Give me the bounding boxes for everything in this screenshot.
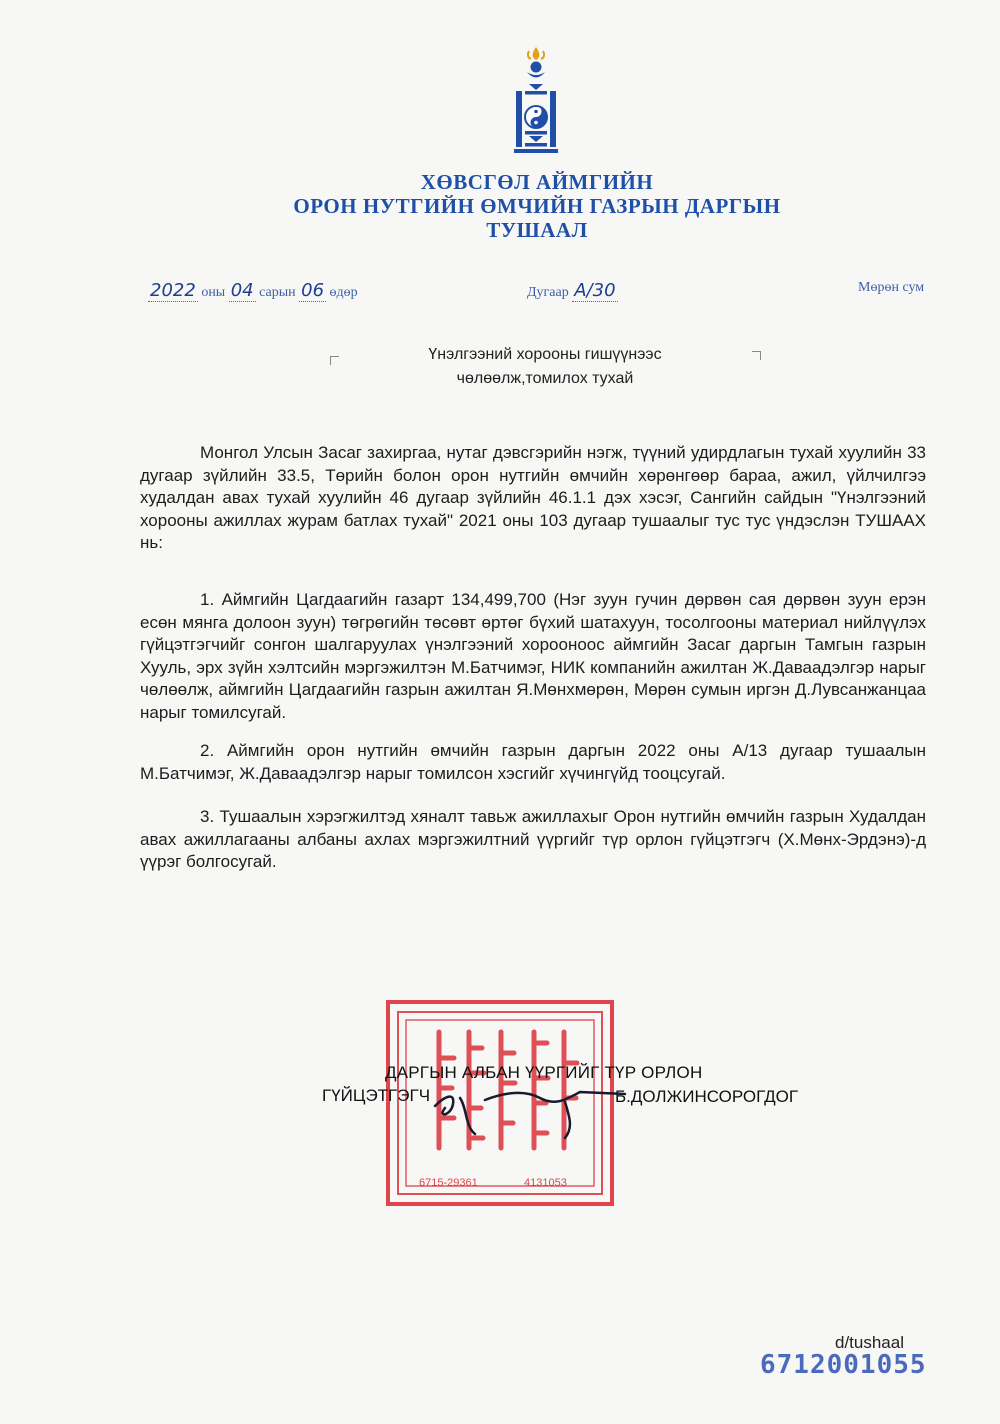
date-day-label: өдөр	[329, 285, 358, 300]
header-title: ТУШААЛ	[486, 218, 588, 242]
subject-line-1: Үнэлгээний хорооны гишүүнээс	[428, 346, 662, 363]
intro-paragraph: Монгол Улсын Засаг захиргаа, нутаг дэвсгэрийн нэгж, түүний удирдлагын тухай хуулийн 33 дугаар зүйлийн 33.5, Төрийн болон орон нутгийн өмчийн хөрөнгөөр бараа, ажил, үйлчилгээ худалдан авах тухай хуулийн 46 дугаар зүйлийн 46.1.1 дэх хэсэг, Сангийн сайдын "Үнэлгээний хорооны ажиллах журам батлах тухай" 2021 оны 103 дугаар тушаалыг тус тус үндэслэн ТУШААХ нь:	[140, 443, 926, 552]
place-label: Мөрөн сум	[858, 280, 925, 295]
signatory-role: ГҮЙЦЭТГЭГЧ	[322, 1086, 431, 1105]
stamp-number-left: 6715-29361	[419, 1177, 478, 1189]
order-number-field	[527, 280, 618, 302]
date-month-label: сарын	[259, 285, 296, 300]
order-number: А/30	[574, 280, 616, 301]
number-label: Дугаар	[527, 285, 569, 300]
date-year-label: оны	[201, 285, 226, 300]
document-number: 6712001055	[760, 1350, 927, 1380]
soyombo-emblem-icon	[505, 45, 567, 157]
header-line-1: ХӨВСГӨЛ АЙМГИЙН	[420, 170, 654, 194]
file-reference: d/tushaal	[835, 1333, 904, 1352]
handwritten-signature	[415, 1078, 630, 1140]
stamp-number-right: 4131053	[524, 1177, 567, 1189]
date-day: 06	[301, 280, 325, 301]
date-field	[148, 280, 358, 302]
date-month: 04	[230, 280, 254, 301]
subject-line-2: чөлөөлж,томилох тухай	[456, 370, 634, 387]
order-item-3: 3. Тушаалын хэрэгжилтэд хяналт тавьж ажиллахыг Орон нутгийн өмчийн газрын Худалдан авах ажиллагааны албаны ахлах мэргэжилтний үүргийг түр орлон гүйцэтгэгч (Х.Мөнх-Эрдэнэ)-д үүрэг болгосугай.	[140, 807, 926, 871]
header-line-2: ОРОН НУТГИЙН ӨМЧИЙН ГАЗРЫН ДАРГЫН	[293, 194, 781, 218]
date-year: 2022	[150, 280, 196, 301]
signatory-name: Б.ДОЛЖИНСОРОГДОГ	[615, 1087, 799, 1106]
subject	[330, 343, 760, 391]
order-item-2: 2. Аймгийн орон нутгийн өмчийн газрын даргын 2022 оны А/13 дугаар тушаалын М.Батчимэг, Ж.Даваадэлгэр нарыг томилсон хэсгийг хүчингүйд тооцсугай.	[140, 741, 926, 783]
order-item-1: 1. Аймгийн Цагдаагийн газарт 134,499,700 (Нэг зуун гучин дөрвөн сая дөрвөн зуун ерэн есөн мянга долоон зуун) төгрөгийн төсөвт өртөг бүхий шатахуун, тосолгооны материал нийлүүлэх гүйцэтгэгчийг сонгон шалгаруулах үнэлгээний хорооноос аймгийн Засаг даргын Тамгын газрын Хууль, эрх зүйн хэлтсийн мэргэжилтэн М.Батчимэг, НИК компанийн ажилтан Ж.Даваадэлгэр нарыг чөлөөлж, аймгийн Цагдаагийн газрын ажилтан Я.Мөнхмөрөн, Мөрөн сумын иргэн Д.Лувсанжанцаа нарыг томилсугай.	[140, 590, 926, 722]
signatory-title: ДАРГЫН АЛБАН ҮҮРГИЙГ ТҮР ОРЛОН	[385, 1063, 703, 1082]
